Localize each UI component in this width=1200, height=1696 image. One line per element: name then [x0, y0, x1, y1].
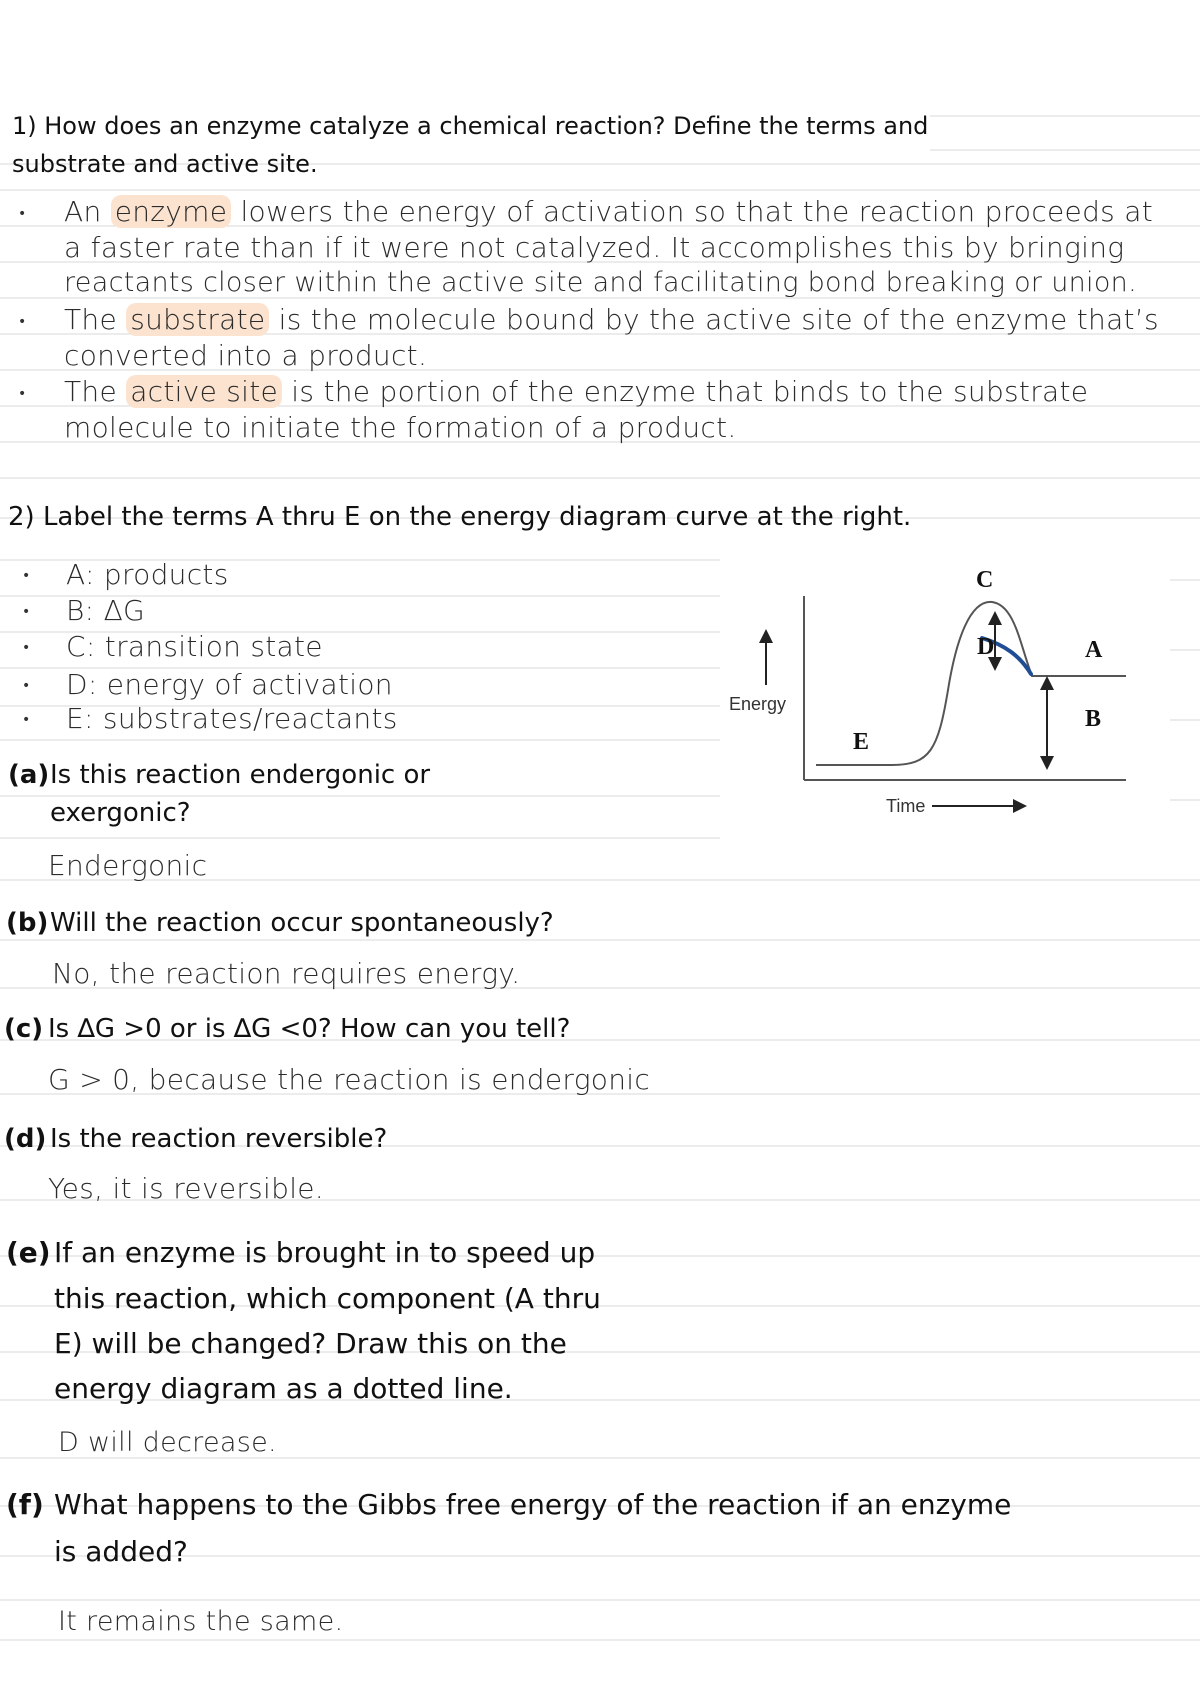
q2a-answer: Endergonic	[48, 849, 208, 882]
point-label-e: E	[853, 729, 870, 755]
q2f-marker: (f)	[6, 1488, 44, 1521]
q2-label-e: E: substrates/reactants	[66, 702, 398, 735]
highlight-substrate: substrate	[126, 303, 269, 336]
bullet-icon: •	[22, 678, 31, 694]
y-axis-label: Energy	[729, 694, 787, 714]
x-axis-label: Time	[886, 796, 926, 816]
q2e-question-line2: this reaction, which component (A thru	[54, 1282, 601, 1315]
q2-question: 2) Label the terms A thru E on the energy diagram curve at the right.	[8, 502, 912, 532]
bullet-icon: •	[18, 206, 27, 222]
q2b-marker: (b)	[6, 908, 49, 938]
q2f-question-line1: What happens to the Gibbs free energy of the reaction if an enzyme	[54, 1488, 1012, 1521]
q2a-question-line1: Is this reaction endergonic or	[50, 760, 431, 790]
q2d-question: Is the reaction reversible?	[50, 1124, 388, 1154]
energy-diagram	[720, 560, 1140, 840]
highlight-active-site: active site	[126, 375, 282, 408]
q2b-question: Will the reaction occur spontaneously?	[50, 908, 554, 938]
bullet-icon: •	[22, 640, 31, 656]
q2e-marker: (e)	[6, 1236, 51, 1269]
q2f-question-line2: is added?	[54, 1535, 188, 1568]
point-label-b: B	[1085, 706, 1102, 732]
q2e-question-line4: energy diagram as a dotted line.	[54, 1372, 513, 1405]
q2c-marker: (c)	[4, 1014, 44, 1044]
q2d-answer: Yes, it is reversible.	[48, 1172, 325, 1205]
q1-answer-line: molecule to initiate the formation of a product.	[64, 411, 737, 444]
bullet-icon: •	[18, 314, 27, 330]
q2b-answer: No, the reaction requires energy.	[52, 957, 521, 990]
q2e-question-line3: E) will be changed? Draw this on the	[54, 1327, 567, 1360]
q2a-marker: (a)	[8, 760, 50, 790]
bullet-icon: •	[22, 604, 31, 620]
highlight-enzyme: enzyme	[111, 195, 232, 228]
q1-answer-line: reactants closer within the active site and facilitating bond breaking or union.	[64, 267, 1137, 298]
bullet-icon: •	[18, 386, 27, 402]
q2-label-a: A: products	[66, 558, 229, 591]
point-label-c: C	[976, 567, 994, 593]
q2-label-d: D: energy of activation	[66, 668, 393, 701]
point-label-a: A	[1085, 637, 1103, 663]
q1-answer-enzyme: An enzyme lowers the energy of activation so that the reaction proceeds at	[64, 195, 1153, 228]
q1-answer-active-site: The active site is the portion of the enzyme that binds to the substrate	[64, 375, 1089, 408]
q2c-question: Is ∆G >0 or is ∆G <0? How can you tell?	[48, 1014, 571, 1044]
q2-label-c: C: transition state	[66, 630, 323, 663]
q2-label-b: B: ΔG	[66, 594, 146, 627]
q2e-question-line1: If an enzyme is brought in to speed up	[54, 1236, 596, 1269]
q2e-answer: D will decrease.	[58, 1427, 277, 1458]
bullet-icon: •	[22, 568, 31, 584]
q2d-marker: (d)	[4, 1124, 47, 1154]
q2a-question-line2: exergonic?	[50, 798, 191, 828]
point-label-d: D	[977, 634, 995, 660]
q2c-answer: G > 0, because the reaction is endergonic	[48, 1063, 651, 1096]
q2f-answer: It remains the same.	[58, 1606, 344, 1637]
q1-answer-line: converted into a product.	[64, 339, 428, 372]
q1-question-line1: 1) How does an enzyme catalyze a chemical reaction? Define the terms and	[12, 112, 929, 140]
q1-question-line2: substrate and active site.	[12, 150, 318, 178]
bullet-icon: •	[22, 712, 31, 728]
q1-answer-substrate: The substrate is the molecule bound by the active site of the enzyme that’s	[64, 303, 1159, 336]
q1-answer-line: a faster rate than if it were not catalyzed. It accomplishes this by bringing	[64, 231, 1125, 264]
